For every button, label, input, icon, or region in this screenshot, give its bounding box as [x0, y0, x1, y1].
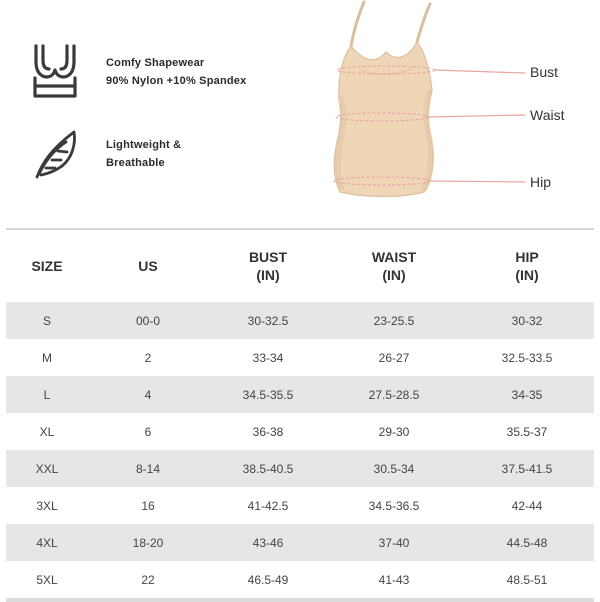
cell-waist: 30.5-34	[328, 450, 460, 487]
cell-us: 22	[141, 572, 155, 587]
table-row	[6, 413, 594, 450]
cell-waist: 34.5-36.5	[368, 498, 420, 513]
cell-size: 3XL	[36, 498, 58, 513]
sports-bra-icon	[30, 42, 80, 102]
cell-bust: 33-34	[252, 350, 284, 365]
cell-waist: 26-27	[378, 350, 410, 365]
cell-waist: 29-30	[378, 424, 410, 439]
cell-us: 8-14	[88, 450, 208, 487]
cell-hip: 44.5-48	[460, 524, 594, 561]
cell-size: XXL	[6, 450, 88, 487]
table-row	[6, 302, 594, 339]
cell-waist: 23-25.5	[328, 302, 460, 339]
table-row	[6, 524, 594, 561]
cell-size: XL	[39, 424, 55, 439]
cell-bust: 41-42.5	[247, 498, 289, 513]
table-row	[6, 561, 594, 600]
cell-hip: 35.5-37	[506, 424, 548, 439]
table-row	[6, 450, 594, 487]
feature-comfy-shapewear	[30, 42, 246, 102]
feature-title: Lightweight &	[106, 139, 182, 151]
cell-hip: 32.5-33.5	[501, 350, 553, 365]
cell-size: 5XL	[36, 572, 58, 587]
cell-hip: 34-35	[460, 376, 594, 413]
cell-size: L	[6, 376, 88, 413]
feature-detail: 90% Nylon +10% Spandex	[106, 75, 247, 87]
cell-us: 16	[141, 498, 155, 513]
cell-size: 4XL	[6, 524, 88, 561]
cell-waist: 27.5-28.5	[328, 376, 460, 413]
feather-icon	[30, 124, 80, 184]
cell-us: 6	[144, 424, 152, 439]
cell-waist: 37-40	[328, 524, 460, 561]
hip-label: Hip	[530, 174, 552, 190]
waist-label: Waist	[530, 107, 565, 123]
cell-hip: 30-32	[460, 302, 594, 339]
cell-bust: 30-32.5	[208, 302, 328, 339]
table-header-row	[6, 229, 594, 302]
left-strap	[351, 2, 364, 46]
cell-bust: 46.5-49	[247, 572, 289, 587]
cell-hip: 37.5-41.5	[460, 450, 594, 487]
cell-us: 18-20	[88, 524, 208, 561]
table-row	[6, 339, 594, 376]
camisole-image	[320, 0, 600, 205]
bust-label: Bust	[530, 64, 559, 80]
cell-hip: 48.5-51	[506, 572, 548, 587]
header-bust: BUST (IN)	[248, 249, 288, 283]
cell-us: 2	[144, 350, 152, 365]
cell-size: M	[42, 350, 52, 365]
size-chart-table	[6, 228, 594, 602]
header-size: SIZE	[31, 258, 63, 274]
cell-bust: 38.5-40.5	[208, 450, 328, 487]
feature-title: Comfy Shapewear	[106, 57, 205, 69]
cell-us: 4	[88, 376, 208, 413]
cell-bust: 43-46	[208, 524, 328, 561]
cell-size: S	[6, 302, 88, 339]
header-waist: WAIST (IN)	[371, 249, 417, 283]
header-hip: HIP (IN)	[515, 249, 539, 283]
cell-waist: 41-43	[378, 572, 410, 587]
cell-bust: 34.5-35.5	[208, 376, 328, 413]
table-row	[6, 376, 594, 413]
feature-text	[106, 136, 181, 172]
feature-text	[106, 54, 246, 90]
cell-bust: 36-38	[252, 424, 284, 439]
table-row	[6, 487, 594, 524]
right-strap	[417, 4, 430, 42]
header-us: US	[138, 258, 158, 274]
cell-hip: 42-44	[511, 498, 543, 513]
feature-detail: Breathable	[106, 157, 165, 169]
cell-us: 00-0	[88, 302, 208, 339]
feature-lightweight	[30, 124, 181, 184]
